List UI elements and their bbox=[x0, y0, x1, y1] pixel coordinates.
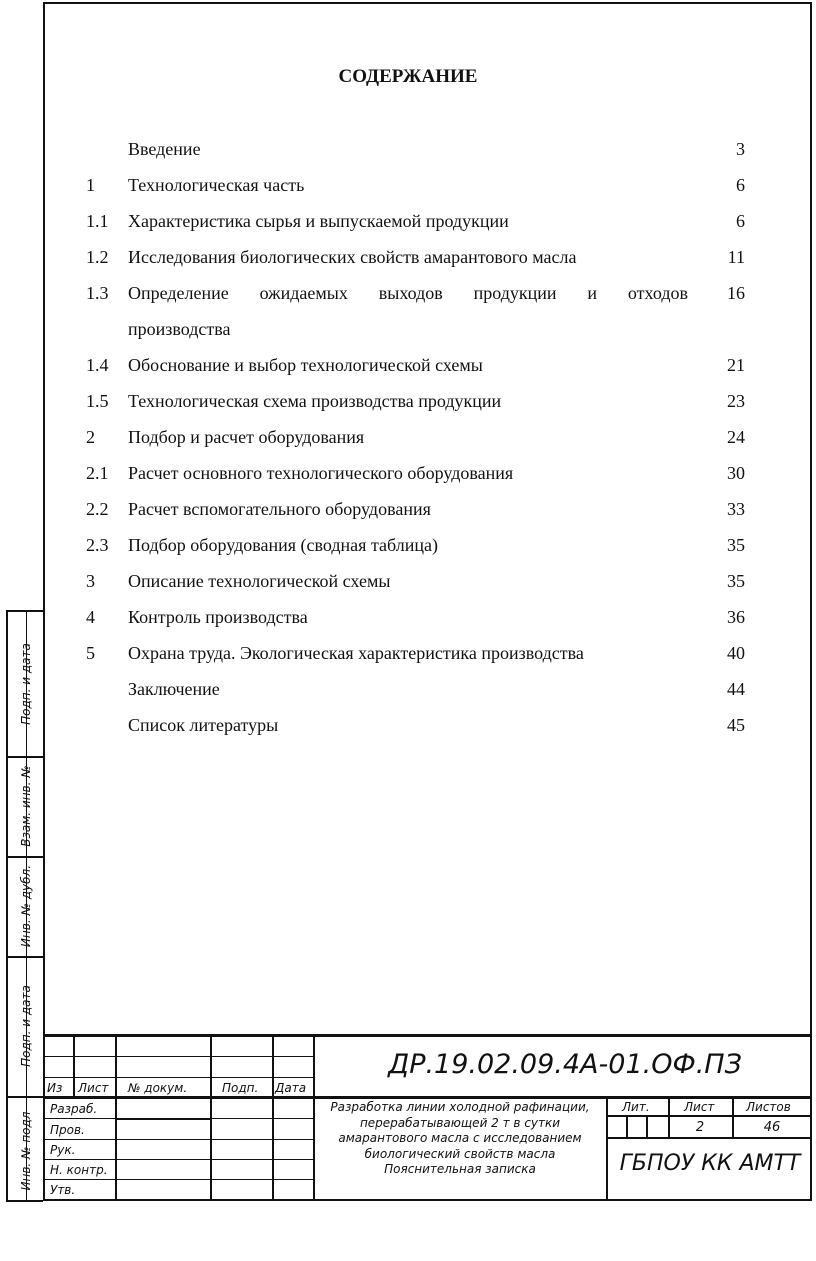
side-label-orig-inv: Инв. № подл bbox=[19, 1111, 33, 1191]
role-supervisor: Рук. bbox=[50, 1143, 76, 1157]
header-doc-number: № докум. bbox=[128, 1081, 188, 1095]
sheets-total: 46 bbox=[763, 1120, 781, 1135]
document-description: Разработка линии холодной рафинации, перерабатывающей 2 т в сутки амарантового масла с исследованием биологический свойств масла Пояснительная записка bbox=[330, 1100, 590, 1176]
sheets-label: Листов bbox=[746, 1100, 791, 1114]
side-label-dup-inv: Инв. № дубл. bbox=[19, 864, 33, 948]
role-norm-control: Н. контр. bbox=[50, 1163, 108, 1177]
header-signature: Подп. bbox=[222, 1081, 259, 1095]
role-approved: Утв. bbox=[50, 1183, 76, 1197]
sheet-number: 2 bbox=[695, 1120, 705, 1135]
document-designation: ДР.19.02.09.4А-01.ОФ.ПЗ bbox=[388, 1049, 742, 1080]
role-developer: Разраб. bbox=[50, 1102, 98, 1116]
side-label-sign-date-2: Подп. и дата bbox=[19, 985, 33, 1067]
side-label-sign-date: Подп. и дата bbox=[19, 643, 33, 725]
side-label-replace-inv: Взам. инв. № bbox=[19, 765, 33, 847]
organization-name: ГБПОУ КК АМТТ bbox=[619, 1151, 801, 1176]
lit-label: Лит. bbox=[622, 1100, 650, 1114]
side-strip bbox=[6, 610, 43, 1202]
header-change: Из bbox=[47, 1081, 63, 1095]
header-sheet: Лист bbox=[78, 1081, 109, 1095]
header-date: Дата bbox=[275, 1081, 307, 1095]
role-checked: Пров. bbox=[50, 1123, 85, 1137]
page-title: СОДЕРЖАНИЕ bbox=[338, 66, 478, 87]
sheet-label: Лист bbox=[684, 1100, 715, 1114]
